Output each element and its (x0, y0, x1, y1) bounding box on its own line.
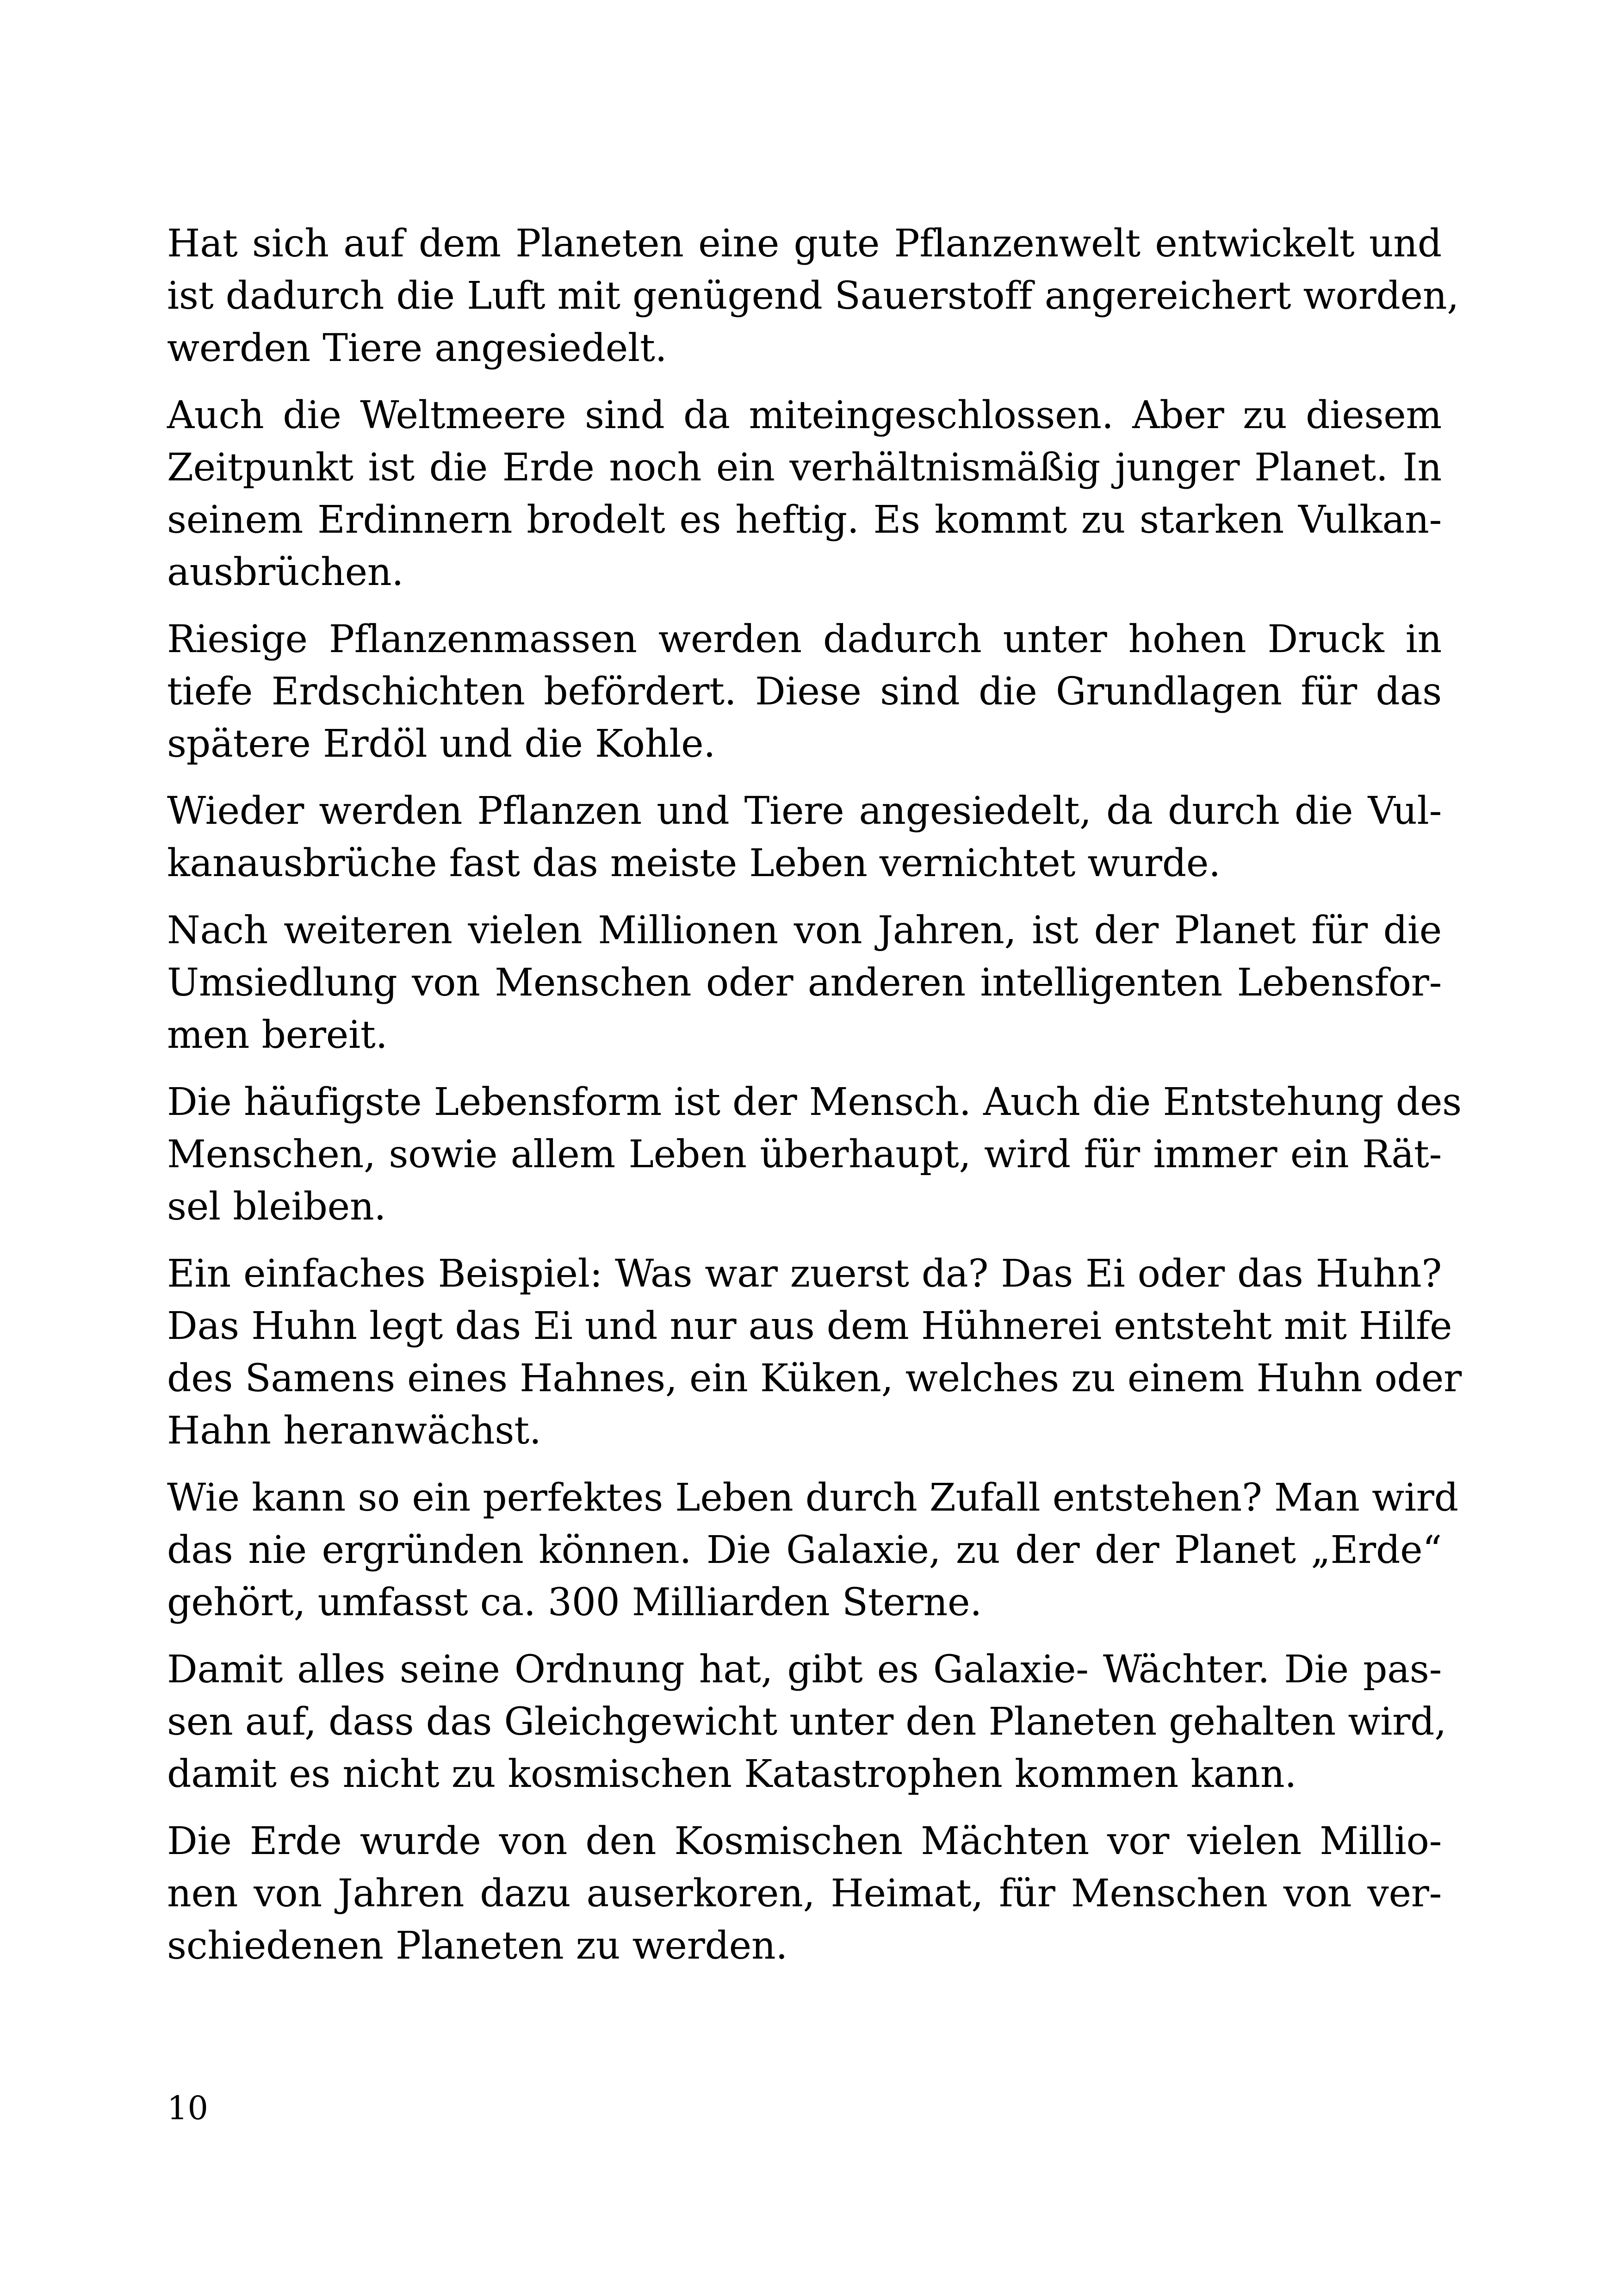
text-line: Hahn heranwächst. (167, 1409, 541, 1453)
paragraph (167, 1815, 1442, 1972)
paragraph (167, 1643, 1446, 1800)
paragraph (167, 389, 1442, 598)
text-line: Hat sich auf dem Planeten eine gute Pflanzenwelt entwickelt und (167, 222, 1442, 266)
paragraph (167, 1248, 1462, 1457)
text-line: Auch die Weltmeere sind da miteingeschlossen. Aber zu diesem (167, 393, 1442, 437)
text-line: seinem Erdinnern brodelt es heftig. Es kommt zu starken Vulkan- (167, 498, 1442, 542)
text-line: Wieder werden Pflanzen und Tiere angesiedelt, da durch die Vul- (167, 789, 1442, 833)
text-line: Menschen, sowie allem Leben überhaupt, wird für immer ein Rät- (167, 1132, 1442, 1176)
text-line: schiedenen Planeten zu werden. (167, 1924, 788, 1968)
text-line: men bereit. (167, 1013, 388, 1057)
text-line: werden Tiere angesiedelt. (167, 326, 667, 370)
text-line: sen auf, dass das Gleichgewicht unter den Planeten gehalten wird, (167, 1700, 1446, 1744)
text-line: Riesige Pflanzenmassen werden dadurch unter hohen Druck in (167, 617, 1442, 661)
text-line: kanausbrüche fast das meiste Leben vernichtet wurde. (167, 841, 1221, 885)
text-line: ist dadurch die Luft mit genügend Sauerstoff angereichert worden, (167, 274, 1459, 318)
text-line: ausbrüchen. (167, 550, 404, 594)
text-line: des Samens eines Hahnes, ein Küken, welches zu einem Huhn oder (167, 1356, 1462, 1400)
text-line: das nie ergründen können. Die Galaxie, zu der der Planet „Erde“ (167, 1528, 1442, 1572)
paragraph (167, 785, 1442, 890)
text-line: Die Erde wurde von den Kosmischen Mächten vor vielen Millio- (167, 1819, 1442, 1863)
page-body (167, 218, 1462, 1987)
paragraph (167, 1076, 1462, 1233)
text-line: Damit alles seine Ordnung hat, gibt es Galaxie- Wächter. Die pas- (167, 1648, 1442, 1692)
page-number: 10 (167, 2089, 209, 2127)
text-line: Die häufigste Lebensform ist der Mensch. Auch die Entstehung des (167, 1080, 1462, 1124)
text-line: damit es nicht zu kosmischen Katastrophen kommen kann. (167, 1752, 1297, 1796)
text-line: Das Huhn legt das Ei und nur aus dem Hühnerei entsteht mit Hilfe (167, 1304, 1452, 1348)
text-line: nen von Jahren dazu auserkoren, Heimat, für Menschen von ver- (167, 1872, 1442, 1916)
paragraph (167, 613, 1442, 770)
text-line: gehört, umfasst ca. 300 Milliarden Sterne. (167, 1580, 982, 1624)
paragraph (167, 218, 1459, 374)
text-line: sel bleiben. (167, 1185, 386, 1229)
text-line: Umsiedlung von Menschen oder anderen intelligenten Lebensfor- (167, 961, 1442, 1005)
paragraph (167, 1472, 1458, 1629)
text-line: spätere Erdöl und die Kohle. (167, 722, 716, 766)
text-line: Nach weiteren vielen Millionen von Jahren, ist der Planet für die (167, 908, 1442, 952)
text-line: tiefe Erdschichten befördert. Diese sind die Grundlagen für das (167, 670, 1442, 714)
text-line: Ein einfaches Beispiel: Was war zuerst da? Das Ei oder das Huhn? (167, 1252, 1442, 1296)
text-line: Wie kann so ein perfektes Leben durch Zufall entstehen? Man wird (167, 1476, 1458, 1520)
paragraph (167, 904, 1442, 1061)
text-line: Zeitpunkt ist die Erde noch ein verhältnismäßig junger Planet. In (167, 446, 1442, 490)
